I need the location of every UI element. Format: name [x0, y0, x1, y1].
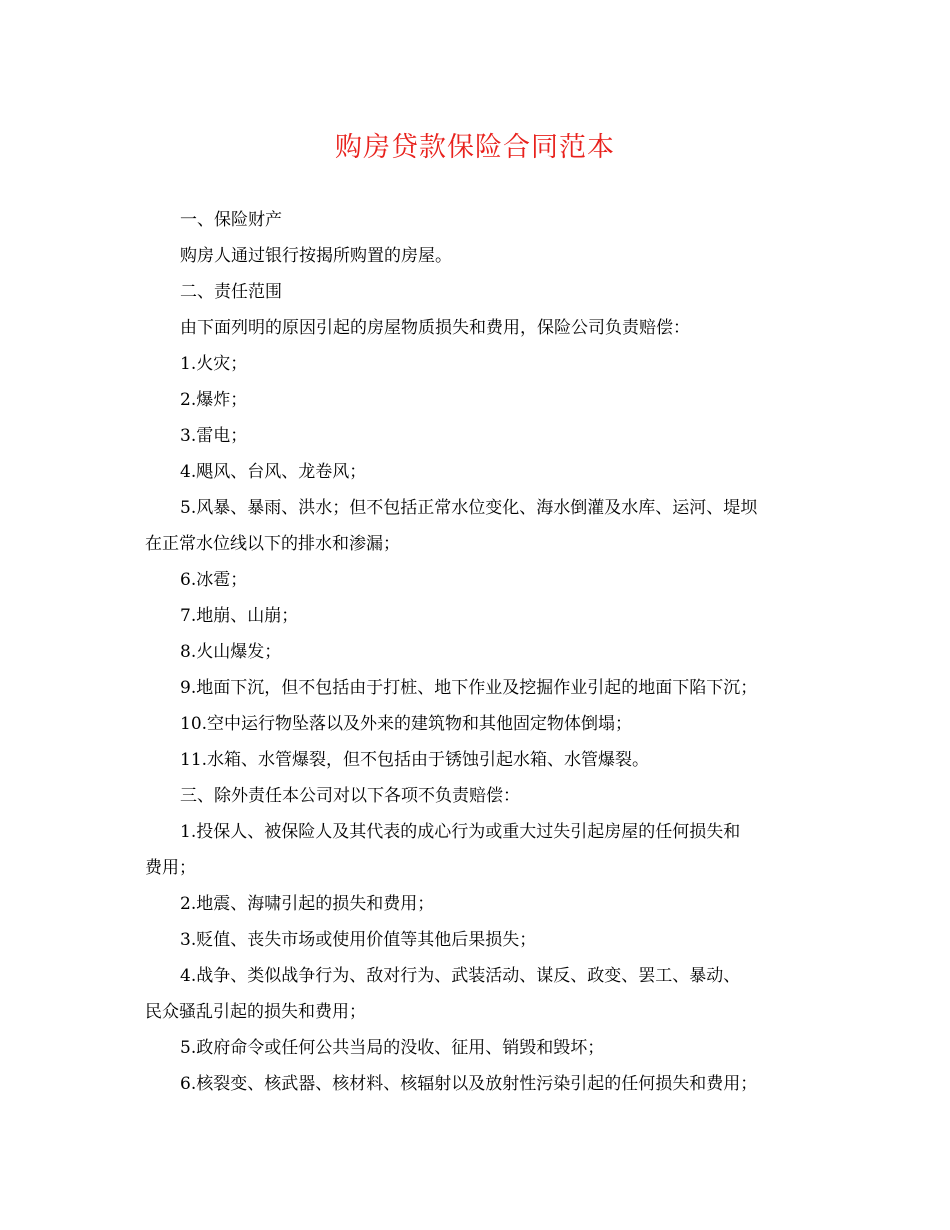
- document-body: [145, 202, 810, 1102]
- paragraph-line: 10.空中运行物坠落以及外来的建筑物和其他固定物体倒塌；: [180, 714, 633, 734]
- document-title: 购房贷款保险合同范本: [335, 132, 615, 163]
- paragraph-line: 7.地崩、山崩；: [180, 606, 299, 626]
- paragraph-line: 4.飓风、台风、龙卷风；: [180, 462, 367, 482]
- paragraph-line: 4.战争、类似战争行为、敌对行为、武装活动、谋反、政变、罢工、暴动、: [180, 966, 741, 986]
- paragraph-line: 6.冰雹；: [180, 570, 248, 590]
- paragraph-line: 5.政府命令或任何公共当局的没收、征用、销毁和毁坏；: [180, 1038, 605, 1058]
- paragraph-line: 二、责任范围: [180, 282, 282, 302]
- paragraph-line: 11.水箱、水管爆裂，但不包括由于锈蚀引起水箱、水管爆裂。: [180, 750, 650, 770]
- paragraph-line: 购房人通过银行按揭所购置的房屋。: [180, 246, 452, 266]
- paragraph-line: 三、除外责任本公司对以下各项不负责赔偿：: [180, 786, 520, 806]
- paragraph-line: 3.雷电；: [180, 426, 248, 446]
- paragraph-line: 6.核裂变、核武器、核材料、核辐射以及放射性污染引起的任何损失和费用；: [180, 1074, 758, 1094]
- paragraph-line: 2.地震、海啸引起的损失和费用；: [180, 894, 435, 914]
- paragraph-line: 9.地面下沉，但不包括由于打桩、地下作业及挖掘作业引起的地面下陷下沉；: [180, 678, 758, 698]
- paragraph-line: 8.火山爆发；: [180, 642, 282, 662]
- paragraph-line: 在正常水位线以下的排水和渗漏；: [145, 534, 400, 554]
- paragraph-line: 民众骚乱引起的损失和费用；: [145, 1002, 366, 1022]
- paragraph-line: 费用；: [145, 858, 196, 878]
- paragraph-line: 1.火灾；: [180, 354, 248, 374]
- paragraph-line: 1.投保人、被保险人及其代表的成心行为或重大过失引起房屋的任何损失和: [180, 822, 741, 842]
- paragraph-line: 3.贬值、丧失市场或使用价值等其他后果损失；: [180, 930, 537, 950]
- paragraph-line: 一、保险财产: [180, 210, 282, 230]
- paragraph-line: 2.爆炸；: [180, 390, 248, 410]
- paragraph-line: 由下面列明的原因引起的房屋物质损失和费用，保险公司负责赔偿：: [180, 318, 690, 338]
- paragraph-line: 5.风暴、暴雨、洪水；但不包括正常水位变化、海水倒灌及水库、运河、堤坝: [180, 498, 758, 518]
